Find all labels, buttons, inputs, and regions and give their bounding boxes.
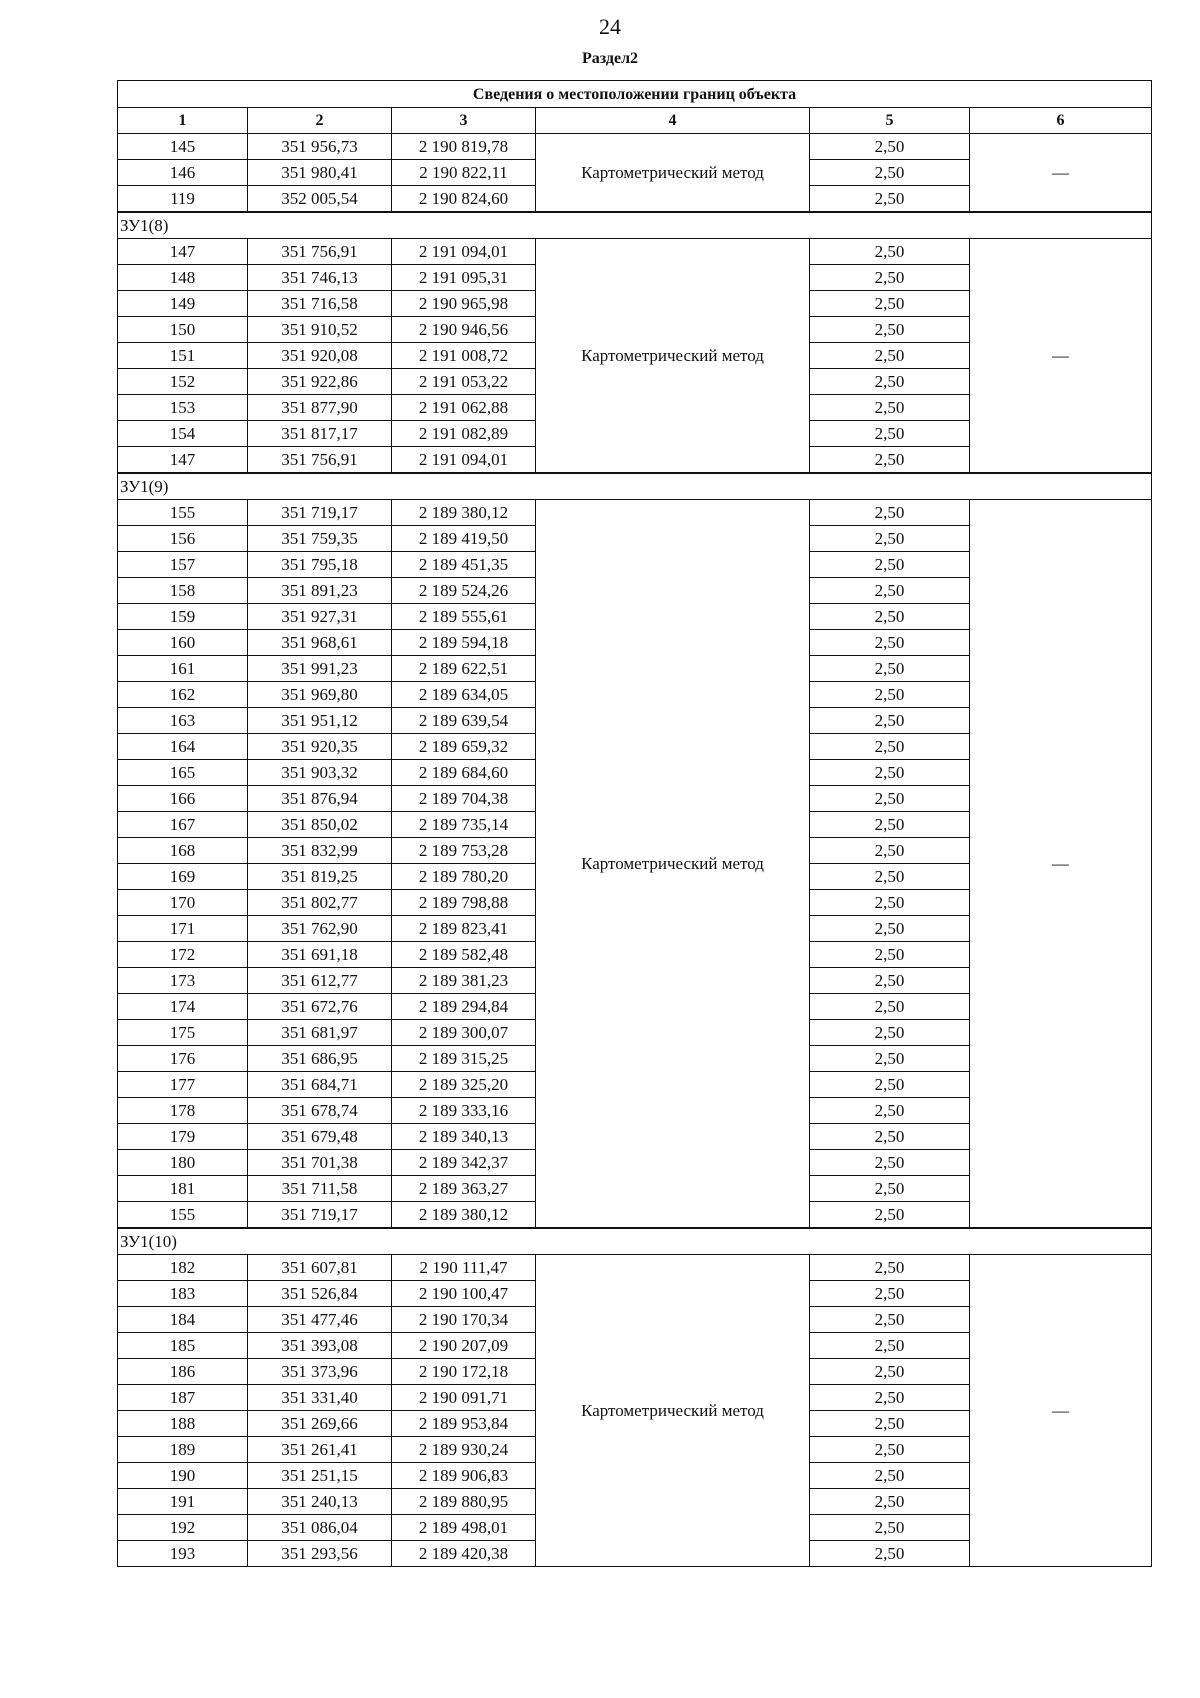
table-row: [118, 500, 1152, 526]
accuracy-cell: 2,50: [810, 369, 970, 395]
point-number-cell: 193: [118, 1541, 248, 1567]
x-coordinate-cell: 351 850,02: [248, 812, 392, 838]
point-number-cell: 146: [118, 160, 248, 186]
accuracy-cell: 2,50: [810, 1515, 970, 1541]
description-cell: —: [970, 239, 1152, 474]
description-cell: —: [970, 134, 1152, 213]
accuracy-cell: 2,50: [810, 682, 970, 708]
x-coordinate-cell: 351 817,17: [248, 421, 392, 447]
accuracy-cell: 2,50: [810, 968, 970, 994]
x-coordinate-cell: 351 711,58: [248, 1176, 392, 1202]
y-coordinate-cell: 2 189 451,35: [392, 552, 536, 578]
x-coordinate-cell: 351 719,17: [248, 1202, 392, 1229]
point-number-cell: 160: [118, 630, 248, 656]
point-number-cell: 177: [118, 1072, 248, 1098]
x-coordinate-cell: 351 762,90: [248, 916, 392, 942]
point-number-cell: 171: [118, 916, 248, 942]
accuracy-cell: 2,50: [810, 500, 970, 526]
point-number-cell: 168: [118, 838, 248, 864]
x-coordinate-cell: 351 373,96: [248, 1359, 392, 1385]
y-coordinate-cell: 2 190 965,98: [392, 291, 536, 317]
y-coordinate-cell: 2 190 946,56: [392, 317, 536, 343]
accuracy-cell: 2,50: [810, 343, 970, 369]
y-coordinate-cell: 2 190 207,09: [392, 1333, 536, 1359]
point-number-cell: 151: [118, 343, 248, 369]
x-coordinate-cell: 351 269,66: [248, 1411, 392, 1437]
x-coordinate-cell: 351 980,41: [248, 160, 392, 186]
column-header: 1: [118, 108, 248, 134]
y-coordinate-cell: 2 191 094,01: [392, 239, 536, 265]
x-coordinate-cell: 351 969,80: [248, 682, 392, 708]
point-number-cell: 163: [118, 708, 248, 734]
accuracy-cell: 2,50: [810, 1489, 970, 1515]
x-coordinate-cell: 351 526,84: [248, 1281, 392, 1307]
point-number-cell: 149: [118, 291, 248, 317]
table-header-row: [118, 108, 1152, 134]
method-cell: Картометрический метод: [536, 239, 810, 474]
point-number-cell: 184: [118, 1307, 248, 1333]
accuracy-cell: 2,50: [810, 1541, 970, 1567]
y-coordinate-cell: 2 189 498,01: [392, 1515, 536, 1541]
point-number-cell: 166: [118, 786, 248, 812]
x-coordinate-cell: 351 331,40: [248, 1385, 392, 1411]
x-coordinate-cell: 351 686,95: [248, 1046, 392, 1072]
y-coordinate-cell: 2 191 008,72: [392, 343, 536, 369]
point-number-cell: 175: [118, 1020, 248, 1046]
x-coordinate-cell: 351 802,77: [248, 890, 392, 916]
accuracy-cell: 2,50: [810, 864, 970, 890]
y-coordinate-cell: 2 190 822,11: [392, 160, 536, 186]
point-number-cell: 145: [118, 134, 248, 160]
accuracy-cell: 2,50: [810, 186, 970, 213]
x-coordinate-cell: 351 086,04: [248, 1515, 392, 1541]
point-number-cell: 183: [118, 1281, 248, 1307]
y-coordinate-cell: 2 189 594,18: [392, 630, 536, 656]
description-cell: —: [970, 500, 1152, 1229]
x-coordinate-cell: 351 684,71: [248, 1072, 392, 1098]
x-coordinate-cell: 351 927,31: [248, 604, 392, 630]
accuracy-cell: 2,50: [810, 1437, 970, 1463]
y-coordinate-cell: 2 189 420,38: [392, 1541, 536, 1567]
point-number-cell: 189: [118, 1437, 248, 1463]
y-coordinate-cell: 2 190 111,47: [392, 1255, 536, 1281]
y-coordinate-cell: 2 189 294,84: [392, 994, 536, 1020]
y-coordinate-cell: 2 189 315,25: [392, 1046, 536, 1072]
y-coordinate-cell: 2 191 094,01: [392, 447, 536, 474]
x-coordinate-cell: 351 701,38: [248, 1150, 392, 1176]
page-number: 24: [599, 14, 621, 39]
point-number-cell: 179: [118, 1124, 248, 1150]
point-number-cell: 164: [118, 734, 248, 760]
y-coordinate-cell: 2 189 684,60: [392, 760, 536, 786]
point-number-cell: 176: [118, 1046, 248, 1072]
y-coordinate-cell: 2 189 639,54: [392, 708, 536, 734]
x-coordinate-cell: 351 877,90: [248, 395, 392, 421]
table-row: [118, 134, 1152, 160]
point-number-cell: 185: [118, 1333, 248, 1359]
y-coordinate-cell: 2 190 100,47: [392, 1281, 536, 1307]
y-coordinate-cell: 2 189 930,24: [392, 1437, 536, 1463]
x-coordinate-cell: 351 920,35: [248, 734, 392, 760]
point-number-cell: 186: [118, 1359, 248, 1385]
accuracy-cell: 2,50: [810, 447, 970, 474]
x-coordinate-cell: 351 719,17: [248, 500, 392, 526]
x-coordinate-cell: 351 920,08: [248, 343, 392, 369]
point-number-cell: 147: [118, 239, 248, 265]
accuracy-cell: 2,50: [810, 239, 970, 265]
point-number-cell: 155: [118, 500, 248, 526]
y-coordinate-cell: 2 189 380,12: [392, 500, 536, 526]
accuracy-cell: 2,50: [810, 1463, 970, 1489]
column-header: 3: [392, 108, 536, 134]
point-number-cell: 173: [118, 968, 248, 994]
accuracy-cell: 2,50: [810, 1307, 970, 1333]
y-coordinate-cell: 2 190 172,18: [392, 1359, 536, 1385]
point-number-cell: 174: [118, 994, 248, 1020]
x-coordinate-cell: 351 756,91: [248, 239, 392, 265]
accuracy-cell: 2,50: [810, 1359, 970, 1385]
accuracy-cell: 2,50: [810, 1046, 970, 1072]
point-number-cell: 165: [118, 760, 248, 786]
y-coordinate-cell: 2 189 419,50: [392, 526, 536, 552]
accuracy-cell: 2,50: [810, 395, 970, 421]
y-coordinate-cell: 2 189 340,13: [392, 1124, 536, 1150]
y-coordinate-cell: 2 189 380,12: [392, 1202, 536, 1229]
x-coordinate-cell: 351 691,18: [248, 942, 392, 968]
point-number-cell: 191: [118, 1489, 248, 1515]
y-coordinate-cell: 2 189 524,26: [392, 578, 536, 604]
point-number-cell: 155: [118, 1202, 248, 1229]
point-number-cell: 153: [118, 395, 248, 421]
point-number-cell: 167: [118, 812, 248, 838]
boundary-table: [117, 80, 1152, 1567]
point-number-cell: 192: [118, 1515, 248, 1541]
group-label: ЗУ1(9): [118, 473, 1152, 500]
accuracy-cell: 2,50: [810, 265, 970, 291]
accuracy-cell: 2,50: [810, 1255, 970, 1281]
accuracy-cell: 2,50: [810, 708, 970, 734]
accuracy-cell: 2,50: [810, 552, 970, 578]
accuracy-cell: 2,50: [810, 656, 970, 682]
x-coordinate-cell: 351 240,13: [248, 1489, 392, 1515]
accuracy-cell: 2,50: [810, 134, 970, 160]
group-label: ЗУ1(8): [118, 212, 1152, 239]
y-coordinate-cell: 2 189 622,51: [392, 656, 536, 682]
accuracy-cell: 2,50: [810, 942, 970, 968]
accuracy-cell: 2,50: [810, 630, 970, 656]
accuracy-cell: 2,50: [810, 994, 970, 1020]
accuracy-cell: 2,50: [810, 1176, 970, 1202]
y-coordinate-cell: 2 189 333,16: [392, 1098, 536, 1124]
x-coordinate-cell: 351 679,48: [248, 1124, 392, 1150]
x-coordinate-cell: 351 678,74: [248, 1098, 392, 1124]
y-coordinate-cell: 2 189 704,38: [392, 786, 536, 812]
y-coordinate-cell: 2 189 659,32: [392, 734, 536, 760]
y-coordinate-cell: 2 191 082,89: [392, 421, 536, 447]
x-coordinate-cell: 351 910,52: [248, 317, 392, 343]
y-coordinate-cell: 2 191 053,22: [392, 369, 536, 395]
x-coordinate-cell: 351 876,94: [248, 786, 392, 812]
x-coordinate-cell: 351 477,46: [248, 1307, 392, 1333]
description-cell: —: [970, 1255, 1152, 1567]
x-coordinate-cell: 351 251,15: [248, 1463, 392, 1489]
x-coordinate-cell: 351 819,25: [248, 864, 392, 890]
accuracy-cell: 2,50: [810, 317, 970, 343]
x-coordinate-cell: 351 716,58: [248, 291, 392, 317]
point-number-cell: 172: [118, 942, 248, 968]
point-number-cell: 119: [118, 186, 248, 213]
point-number-cell: 157: [118, 552, 248, 578]
table-row: [118, 1255, 1152, 1281]
y-coordinate-cell: 2 189 798,88: [392, 890, 536, 916]
x-coordinate-cell: 351 612,77: [248, 968, 392, 994]
accuracy-cell: 2,50: [810, 1411, 970, 1437]
x-coordinate-cell: 351 891,23: [248, 578, 392, 604]
point-number-cell: 147: [118, 447, 248, 474]
x-coordinate-cell: 351 759,35: [248, 526, 392, 552]
point-number-cell: 178: [118, 1098, 248, 1124]
point-number-cell: 154: [118, 421, 248, 447]
table-caption-row: [118, 81, 1152, 108]
point-number-cell: 180: [118, 1150, 248, 1176]
x-coordinate-cell: 351 951,12: [248, 708, 392, 734]
y-coordinate-cell: 2 190 091,71: [392, 1385, 536, 1411]
method-cell: Картометрический метод: [536, 134, 810, 213]
x-coordinate-cell: 351 832,99: [248, 838, 392, 864]
section-title: Раздел2: [581, 50, 639, 67]
accuracy-cell: 2,50: [810, 1385, 970, 1411]
point-number-cell: 156: [118, 526, 248, 552]
y-coordinate-cell: 2 190 819,78: [392, 134, 536, 160]
column-header: 5: [810, 108, 970, 134]
accuracy-cell: 2,50: [810, 760, 970, 786]
point-number-cell: 152: [118, 369, 248, 395]
y-coordinate-cell: 2 189 325,20: [392, 1072, 536, 1098]
accuracy-cell: 2,50: [810, 526, 970, 552]
accuracy-cell: 2,50: [810, 916, 970, 942]
accuracy-cell: 2,50: [810, 890, 970, 916]
accuracy-cell: 2,50: [810, 160, 970, 186]
group-label-row: [118, 212, 1152, 239]
accuracy-cell: 2,50: [810, 578, 970, 604]
column-header: 2: [248, 108, 392, 134]
y-coordinate-cell: 2 191 095,31: [392, 265, 536, 291]
y-coordinate-cell: 2 189 953,84: [392, 1411, 536, 1437]
x-coordinate-cell: 352 005,54: [248, 186, 392, 213]
y-coordinate-cell: 2 189 735,14: [392, 812, 536, 838]
y-coordinate-cell: 2 191 062,88: [392, 395, 536, 421]
y-coordinate-cell: 2 189 880,95: [392, 1489, 536, 1515]
accuracy-cell: 2,50: [810, 1333, 970, 1359]
x-coordinate-cell: 351 607,81: [248, 1255, 392, 1281]
x-coordinate-cell: 351 672,76: [248, 994, 392, 1020]
table-caption: Сведения о местоположении границ объекта: [118, 81, 1152, 108]
method-cell: Картометрический метод: [536, 1255, 810, 1567]
point-number-cell: 170: [118, 890, 248, 916]
x-coordinate-cell: 351 756,91: [248, 447, 392, 474]
point-number-cell: 181: [118, 1176, 248, 1202]
point-number-cell: 182: [118, 1255, 248, 1281]
accuracy-cell: 2,50: [810, 421, 970, 447]
y-coordinate-cell: 2 189 363,27: [392, 1176, 536, 1202]
x-coordinate-cell: 351 261,41: [248, 1437, 392, 1463]
accuracy-cell: 2,50: [810, 1202, 970, 1229]
accuracy-cell: 2,50: [810, 1098, 970, 1124]
x-coordinate-cell: 351 681,97: [248, 1020, 392, 1046]
y-coordinate-cell: 2 189 342,37: [392, 1150, 536, 1176]
x-coordinate-cell: 351 795,18: [248, 552, 392, 578]
method-cell: Картометрический метод: [536, 500, 810, 1229]
column-header: 4: [536, 108, 810, 134]
accuracy-cell: 2,50: [810, 734, 970, 760]
y-coordinate-cell: 2 189 381,23: [392, 968, 536, 994]
point-number-cell: 188: [118, 1411, 248, 1437]
group-label-row: [118, 1228, 1152, 1255]
y-coordinate-cell: 2 189 780,20: [392, 864, 536, 890]
x-coordinate-cell: 351 968,61: [248, 630, 392, 656]
accuracy-cell: 2,50: [810, 812, 970, 838]
accuracy-cell: 2,50: [810, 1150, 970, 1176]
point-number-cell: 169: [118, 864, 248, 890]
table-row: [118, 239, 1152, 265]
x-coordinate-cell: 351 393,08: [248, 1333, 392, 1359]
accuracy-cell: 2,50: [810, 291, 970, 317]
accuracy-cell: 2,50: [810, 1020, 970, 1046]
point-number-cell: 161: [118, 656, 248, 682]
accuracy-cell: 2,50: [810, 1124, 970, 1150]
accuracy-cell: 2,50: [810, 1072, 970, 1098]
y-coordinate-cell: 2 189 582,48: [392, 942, 536, 968]
x-coordinate-cell: 351 903,32: [248, 760, 392, 786]
x-coordinate-cell: 351 922,86: [248, 369, 392, 395]
point-number-cell: 162: [118, 682, 248, 708]
column-header: 6: [970, 108, 1152, 134]
y-coordinate-cell: 2 190 170,34: [392, 1307, 536, 1333]
accuracy-cell: 2,50: [810, 604, 970, 630]
y-coordinate-cell: 2 189 555,61: [392, 604, 536, 630]
point-number-cell: 148: [118, 265, 248, 291]
y-coordinate-cell: 2 189 753,28: [392, 838, 536, 864]
x-coordinate-cell: 351 991,23: [248, 656, 392, 682]
y-coordinate-cell: 2 189 634,05: [392, 682, 536, 708]
point-number-cell: 187: [118, 1385, 248, 1411]
accuracy-cell: 2,50: [810, 786, 970, 812]
group-label: ЗУ1(10): [118, 1228, 1152, 1255]
accuracy-cell: 2,50: [810, 838, 970, 864]
point-number-cell: 190: [118, 1463, 248, 1489]
y-coordinate-cell: 2 189 300,07: [392, 1020, 536, 1046]
point-number-cell: 150: [118, 317, 248, 343]
y-coordinate-cell: 2 189 823,41: [392, 916, 536, 942]
y-coordinate-cell: 2 190 824,60: [392, 186, 536, 213]
point-number-cell: 159: [118, 604, 248, 630]
x-coordinate-cell: 351 293,56: [248, 1541, 392, 1567]
y-coordinate-cell: 2 189 906,83: [392, 1463, 536, 1489]
group-label-row: [118, 473, 1152, 500]
accuracy-cell: 2,50: [810, 1281, 970, 1307]
x-coordinate-cell: 351 956,73: [248, 134, 392, 160]
x-coordinate-cell: 351 746,13: [248, 265, 392, 291]
point-number-cell: 158: [118, 578, 248, 604]
